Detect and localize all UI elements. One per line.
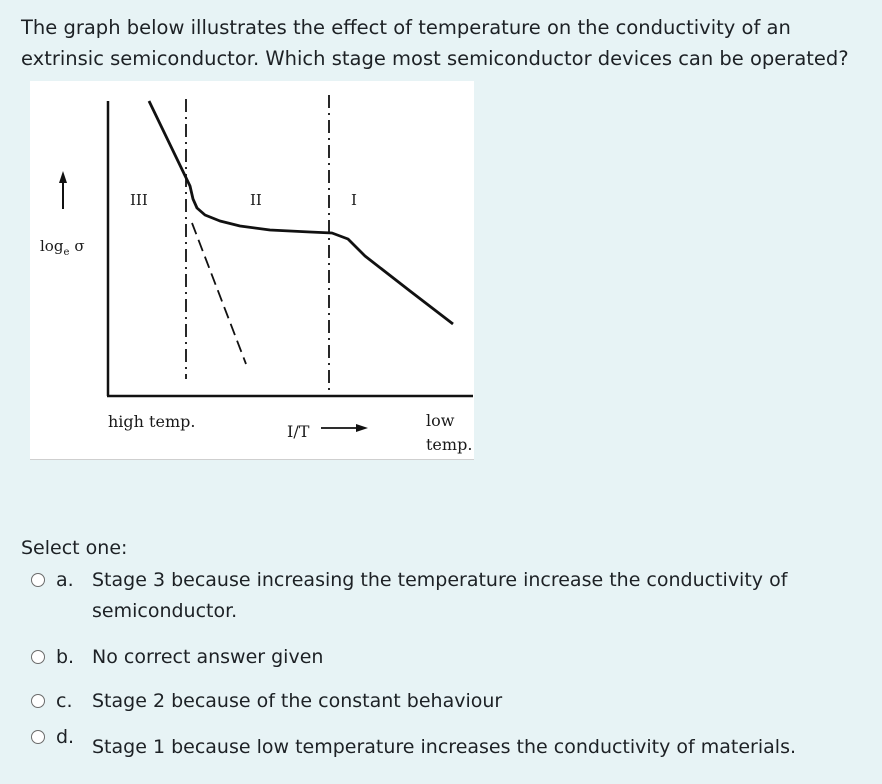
conductivity-curve [149, 101, 453, 324]
extrapolation-dash [192, 223, 246, 364]
conductivity-graph-svg [30, 81, 474, 459]
x-label-high-temp: high temp. [108, 412, 196, 431]
conductivity-graph [30, 81, 474, 460]
x-arrow-head [356, 424, 368, 432]
radio-d[interactable] [31, 730, 45, 744]
x-label-low-temp-2: temp. [426, 435, 473, 454]
question-text: The graph below illustrates the effect of temperature on the conductivity of an extrinsic semiconductor. Which stage most semiconductor devices can be operated? [21, 16, 849, 70]
radio-c[interactable] [31, 694, 45, 708]
region-label-i: I [351, 191, 357, 209]
select-one-prompt: Select one: [21, 537, 128, 559]
x-label-low-temp-1: low [426, 411, 455, 430]
option-letter-b: b. [56, 646, 75, 668]
option-text-b[interactable]: No correct answer given [92, 646, 324, 668]
option-letter-c: c. [56, 690, 73, 712]
radio-b[interactable] [31, 650, 45, 664]
x-label-inverse-t: I/T [287, 422, 310, 441]
region-label-iii: III [130, 191, 148, 209]
y-arrow-head [59, 171, 67, 183]
option-text-a[interactable]: Stage 3 because increasing the temperature increase the conductivity of semiconductor. [92, 569, 788, 622]
option-text-c[interactable]: Stage 2 because of the constant behaviour [92, 690, 503, 712]
region-label-ii: II [250, 191, 262, 209]
y-axis-label: $\log_e \sigma$ [40, 237, 85, 258]
option-letter-a: a. [56, 569, 74, 591]
radio-a[interactable] [31, 573, 45, 587]
option-letter-d: d. [56, 726, 75, 748]
option-text-d[interactable]: Stage 1 because low temperature increases the conductivity of materials. [92, 736, 797, 758]
